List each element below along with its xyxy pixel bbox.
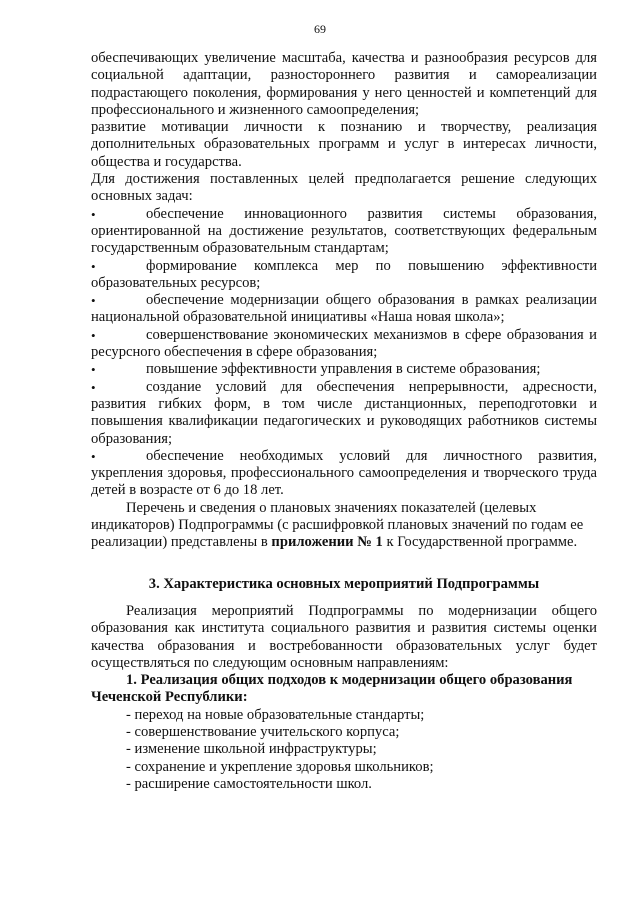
paragraph-motivation: развитие мотивации личности к познанию и творчеству, реализация дополнительных образовательных программ и услуг в интересах личности, общества и государства.: [91, 119, 597, 170]
task-text: совершенствование экономических механизмов в сфере образования и ресурсного обеспечения в сфере образования;: [91, 326, 597, 361]
direction-item: - сохранение и укрепление здоровья школьников;: [126, 758, 434, 775]
task-text: обеспечение модернизации общего образования в рамках реализации национальной образовательной инициативы «Наша новая школа»;: [91, 292, 597, 326]
task-item: [91, 379, 597, 448]
task-text: создание условий для обеспечения непрерывности, адресности, развития гибких форм, в том числе дистанционных, переподготовки и повышения квалификации педагогических и руководящих работников системы образования;: [91, 378, 597, 447]
task-item: [91, 327, 597, 362]
task-item: [91, 292, 597, 327]
bullet-icon: •: [91, 293, 96, 309]
paragraph-indicators: [91, 500, 597, 552]
tasks-list: [91, 206, 597, 500]
document-body: [91, 50, 597, 793]
direction-item: - совершенствование учительского корпуса;: [126, 723, 400, 740]
bullet-icon: •: [91, 327, 96, 343]
appendix-reference: приложении № 1: [271, 534, 383, 551]
bullet-icon: •: [91, 206, 96, 222]
task-text: формирование комплекса мер по повышению эффективности образовательных ресурсов;: [91, 257, 597, 291]
direction-item: - расширение самостоятельности школ.: [126, 775, 372, 792]
page-number: 69: [314, 22, 326, 36]
bullet-icon: •: [91, 379, 96, 395]
indicators-text: Перечень и сведения о плановых значениях показателей (целевых индикаторов) Подпрограммы (с расшифровкой плановых значений по годам ее реализации) представлены в: [91, 499, 584, 551]
section-heading: 3. Характеристика основных мероприятий Подпрограммы: [148, 575, 540, 592]
direction-list: [91, 707, 597, 793]
task-item: [91, 448, 597, 500]
direction-heading: 1. Реализация общих подходов к модернизации общего образования Чеченской Республики:: [91, 672, 573, 706]
task-item: [91, 206, 597, 258]
bullet-icon: •: [91, 258, 96, 274]
direction-item: - переход на новые образовательные стандарты;: [126, 706, 425, 723]
task-text: обеспечение необходимых условий для личностного развития, укрепления здоровья, профессионального самоопределения и творческого труда детей в возрасте от 6 до 18 лет.: [91, 447, 597, 499]
task-text: повышение эффективности управления в системе образования;: [146, 361, 541, 378]
indicators-text-end: к Государственной программе.: [382, 534, 578, 551]
paragraph-tasks-intro: Для достижения поставленных целей предполагается решение следующих основных задач:: [91, 171, 597, 205]
bullet-icon: •: [91, 362, 96, 378]
task-item: [91, 361, 597, 378]
paragraph-resources: обеспечивающих увеличение масштаба, качества и разнообразия ресурсов для социальной адаптации, разностороннего развития и самореализации подрастающего поколения, формирования у него ценностей и компетенций для профессионального и жизненного самоопределения;: [91, 50, 597, 118]
direction-item: - изменение школьной инфраструктуры;: [126, 741, 377, 758]
paragraph-section-intro: Реализация мероприятий Подпрограммы по модернизации общего образования как института социального развития и развития системы оценки качества образования и востребованности образовательных услуг будет осуществляться по следующим основным направлениям:: [91, 602, 597, 671]
bullet-icon: •: [91, 448, 96, 464]
task-item: [91, 258, 597, 293]
task-text: обеспечение инновационного развития системы образования, ориентированной на достижение результатов, соответствующих федеральным государственным образовательным стандартам;: [91, 205, 597, 257]
